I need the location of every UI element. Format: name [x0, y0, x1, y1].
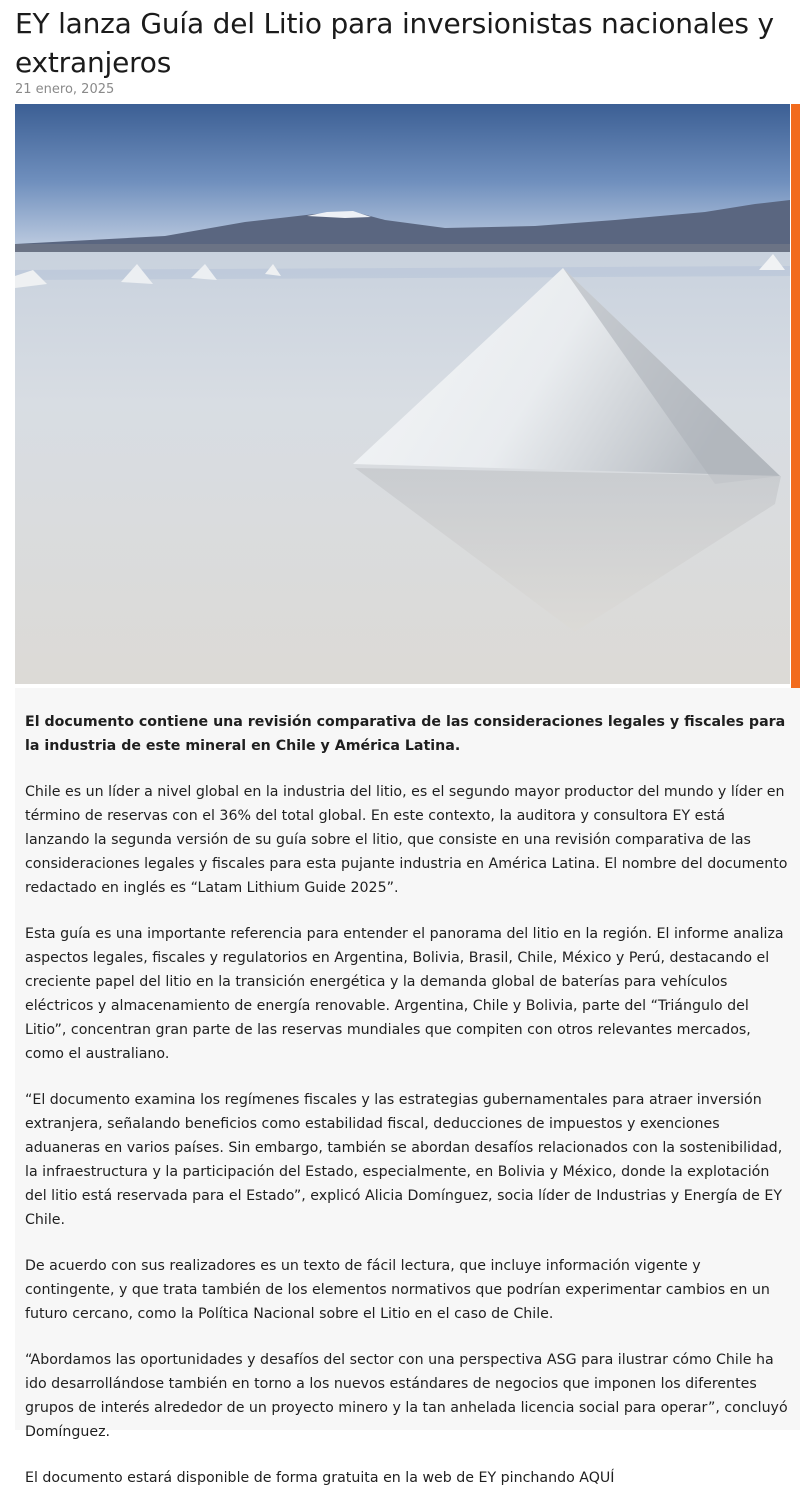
article-lead: El documento contiene una revisión comparativa de las consideraciones legales y fiscales para la industria de este mineral en Chile y América Latina. [25, 714, 786, 754]
hero-image-salt-flat [15, 104, 790, 684]
article-paragraph: “El documento examina los regímenes fiscales y las estrategias gubernamentales para atraer inversión extranjera, señalando beneficios como estabilidad fiscal, deducciones de impuestos y exenciones aduaneras en varios países. Sin embargo, también se abordan desafíos relacionados con la sostenibilidad, la infraestructura y la participación del Estado, especialmente, en Bolivia y México, donde la explotación del litio está reservada para el Estado”, explicó Alicia Domínguez, socia líder de Industrias y Energía de EY Chile. [25, 1092, 783, 1228]
article-body [25, 710, 791, 1490]
article-paragraph: De acuerdo con sus realizadores es un texto de fácil lectura, que incluye información vigente y contingente, y que trata también de los elementos normativos que podrían experimentar cambios en un futuro cercano, como la Política Nacional sobre el Litio en el caso de Chile. [25, 1258, 770, 1322]
article-title: EY lanza Guía del Litio para inversionistas nacionales y extranjeros [15, 7, 774, 79]
accent-bar [791, 104, 800, 688]
article-date: 21 enero, 2025 [15, 82, 115, 97]
article-paragraph-download: El documento estará disponible de forma gratuita en la web de EY pinchando AQUÍ [25, 1470, 615, 1486]
article-paragraph: Esta guía es una importante referencia para entender el panorama del litio en la región. El informe analiza aspectos legales, fiscales y regulatorios en Argentina, Bolivia, Brasil, Chile, México y Perú, destacando el creciente papel del litio en la transición energética y la demanda global de baterías para vehículos eléctricos y almacenamiento de energía renovable. Argentina, Chile y Bolivia, parte del “Triángulo del Litio”, concentran gran parte de las reservas mundiales que compiten con otros relevantes mercados, como el australiano. [25, 926, 784, 1062]
article-paragraph: “Abordamos las oportunidades y desafíos del sector con una perspectiva ASG para ilustrar cómo Chile ha ido desarrollándose también en torno a los nuevos estándares de negocios que imponen los diferentes grupos de interés alrededor de un proyecto minero y la tan anhelada licencia social para operar”, concluyó Domínguez. [25, 1352, 788, 1440]
article-paragraph: Chile es un líder a nivel global en la industria del litio, es el segundo mayor productor del mundo y líder en término de reservas con el 36% del total global. En este contexto, la auditora y consultora EY está lanzando la segunda versión de su guía sobre el litio, que consiste en una revisión comparativa de las consideraciones legales y fiscales para esta pujante industria en América Latina. El nombre del documento redactado en inglés es “Latam Lithium Guide 2025”. [25, 784, 788, 896]
